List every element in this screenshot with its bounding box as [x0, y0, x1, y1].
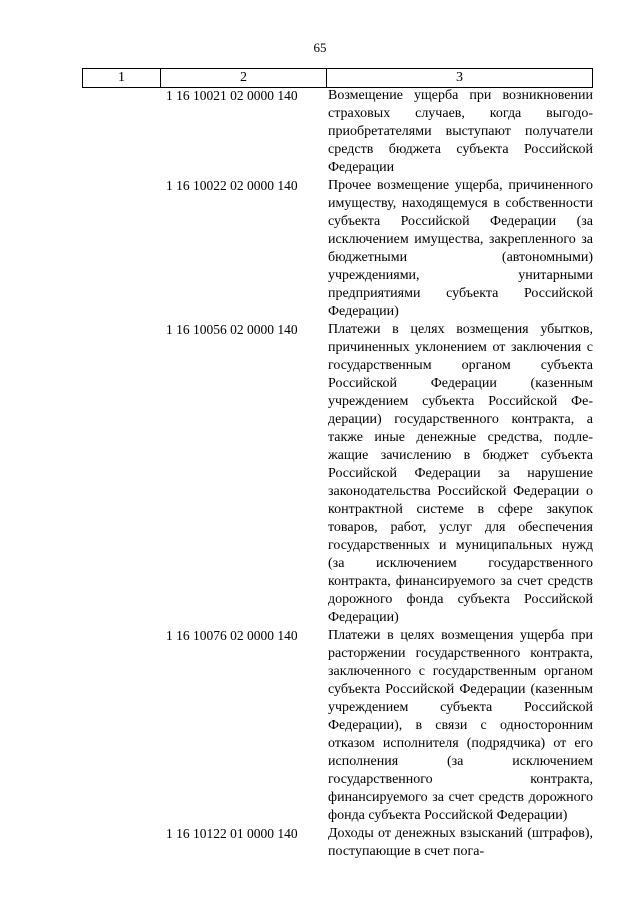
budget-code: 1 16 10021 02 0000 140	[166, 88, 298, 103]
revenue-description: Прочее возмещение ущерба, причиненного имуществу, находящемуся в собственности субъекта Российской Федерации (за исключением имущества, закрепленного за бюджетными (автономными) учреждениями, унитарными предприятиями субъекта Российской Федерации)	[328, 178, 593, 319]
header-col-1: 1	[83, 69, 161, 88]
table-row	[82, 627, 596, 825]
table-row	[82, 321, 596, 627]
revenue-description: Платежи в целях возмещения ущерба при расторжении государственного контракта, заключенного с государственным органом субъекта Российской Федерации (казенным учреждением субъекта Российской Федерации), в связи с односторонним отказом исполнителя (подрядчика) от его исполнения (за исключением государственного контракта, финансируемого за счет средств дорожного фонда субъекта Российской Федерации)	[328, 628, 593, 823]
header-col-2: 2	[161, 69, 327, 88]
table-row	[82, 177, 596, 321]
header-col-3: 3	[327, 69, 593, 88]
budget-code: 1 16 10122 01 0000 140	[166, 826, 298, 841]
budget-code: 1 16 10076 02 0000 140	[166, 628, 298, 643]
table-row	[82, 825, 596, 861]
revenue-description: Возмещение ущерба при возникновении страховых случаев, когда выгодоприобретателями выступают получатели средств бюджета субъекта Российской Федерации	[328, 88, 593, 175]
budget-code: 1 16 10056 02 0000 140	[166, 322, 298, 337]
budget-code: 1 16 10022 02 0000 140	[166, 178, 298, 193]
revenue-description: Доходы от денежных взысканий (штрафов), поступающие в счет пога-	[328, 826, 593, 859]
table-header	[82, 68, 593, 88]
table-body	[82, 87, 596, 861]
table-row	[82, 87, 596, 177]
page-number: 65	[313, 40, 327, 55]
revenue-description: Платежи в целях возмещения убытков, причиненных уклонением от заключения с государственным органом субъекта Российской Федерации (казенным учреждением субъекта Российской Федерации) государственного контракта, а также иные денежные средства, подлежащие зачислению в бюджет субъекта Российской Федерации за нарушение законодательства Российской Федерации о контрактной системе в сфере закупок товаров, работ, услуг для обеспечения государственных и муниципальных нужд (за исключением государственного контракта, финансируемого за счет средств дорожного фонда субъекта Российской Федерации)	[328, 322, 593, 625]
